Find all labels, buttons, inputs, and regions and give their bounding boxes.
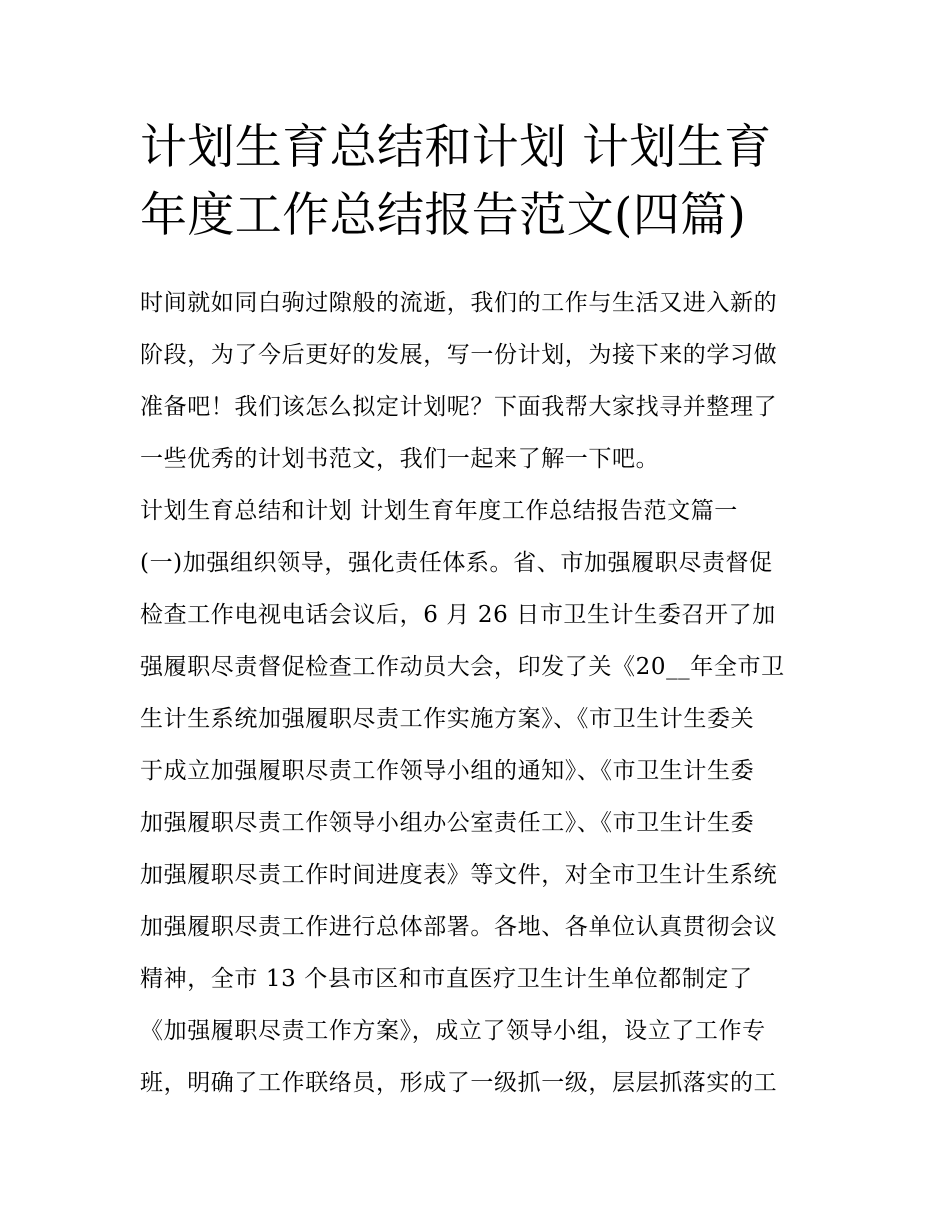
body-paragraph-line: 于成立加强履职尽责工作领导小组的通知》、《市卫生计生委 xyxy=(140,758,755,784)
section-heading: 计划生育总结和计划 计划生育年度工作总结报告范文篇一 xyxy=(140,498,738,524)
document-body xyxy=(140,277,820,1109)
body-paragraph-line: 加强履职尽责工作领导小组办公室责任工》、《市卫生计生委 xyxy=(140,810,755,836)
title-line: 计划生育总结和计划 计划生育 xyxy=(140,120,772,175)
body-paragraph-line: 检查工作电视电话会议后，6 月 26 日市卫生计生委召开了加 xyxy=(140,602,776,628)
body-paragraph-line: 精神，全市 13 个县市区和市直医疗卫生计生单位都制定了 xyxy=(140,966,753,992)
body-paragraph-line: (一)加强组织领导，强化责任体系。省、市加强履职尽责督促 xyxy=(140,550,773,576)
body-paragraph-line: 班，明确了工作联络员，形成了一级抓一级，层层抓落实的工 xyxy=(140,1070,778,1096)
body-paragraph-line: 生计生系统加强履职尽责工作实施方案》、《市卫生计生委关 xyxy=(140,706,755,732)
body-paragraph-line: 《加强履职尽责工作方案》，成立了领导小组，设立了工作专 xyxy=(140,1018,766,1044)
intro-paragraph-line: 一些优秀的计划书范文，我们一起来了解一下吧。 xyxy=(140,446,660,472)
intro-paragraph-line: 准备吧！我们该怎么拟定计划呢？下面我帮大家找寻并整理了 xyxy=(140,394,778,420)
intro-paragraph-line: 时间就如同白驹过隙般的流逝，我们的工作与生活又进入新的 xyxy=(140,290,778,316)
title-line: 年度工作总结报告范文(四篇) xyxy=(140,188,747,243)
body-paragraph-line: 加强履职尽责工作进行总体部署。各地、各单位认真贯彻会议 xyxy=(140,914,778,940)
intro-paragraph-line: 阶段，为了今后更好的发展，写一份计划，为接下来的学习做 xyxy=(140,342,778,368)
document-title xyxy=(140,114,820,250)
body-paragraph-line: 强履职尽责督促检查工作动员大会，印发了关《20__年全市卫 xyxy=(140,654,785,680)
body-paragraph-line: 加强履职尽责工作时间进度表》等文件，对全市卫生计生系统 xyxy=(140,862,778,888)
